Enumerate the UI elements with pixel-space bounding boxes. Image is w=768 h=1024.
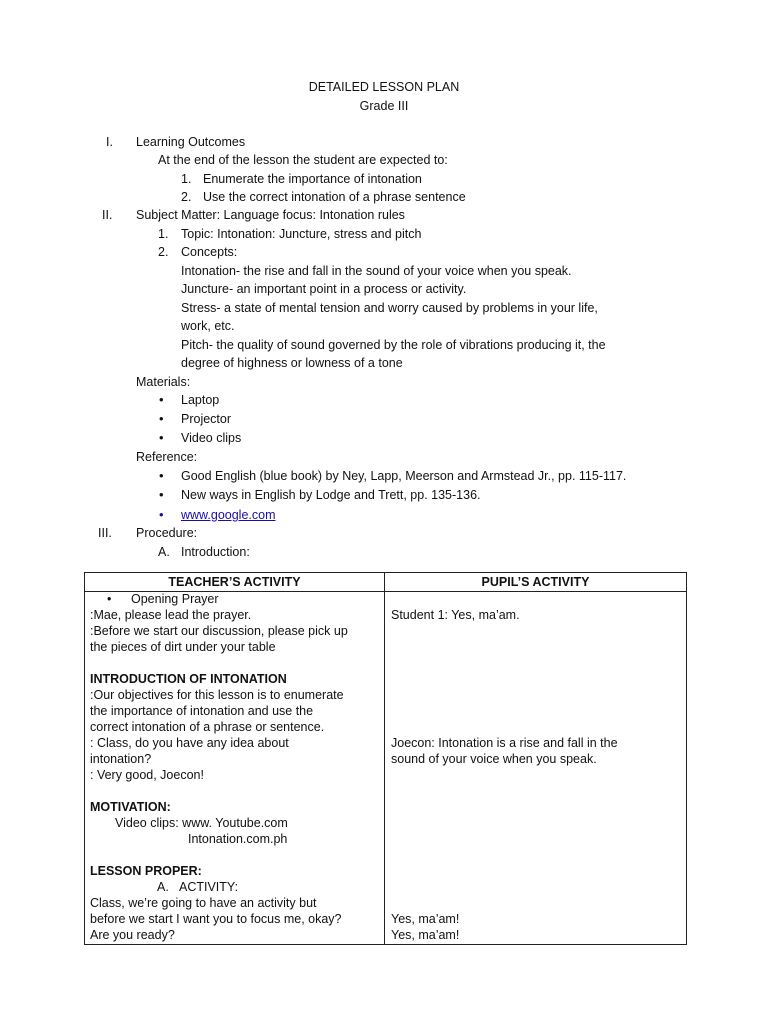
pupil-line: sound of your voice when you speak. xyxy=(391,752,597,766)
bullet-icon: • xyxy=(107,592,112,606)
concept-line: Pitch- the quality of sound governed by the role of vibrations producing it, the xyxy=(181,338,606,352)
teacher-activity-header: TEACHER’S ACTIVITY xyxy=(85,573,385,592)
reference-item: • Good English (blue book) by Ney, Lapp, Meerson and Armstead Jr., pp. 115-117. xyxy=(181,467,626,485)
teacher-line: :Mae, please lead the prayer. xyxy=(90,608,252,622)
reference-link[interactable]: • www.google.com xyxy=(181,506,276,524)
concept-line: work, etc. xyxy=(181,319,235,333)
teacher-heading: LESSON PROPER: xyxy=(90,864,202,878)
teacher-line: Video clips: www. Youtube.com xyxy=(115,816,288,830)
section-1-number: I. xyxy=(106,135,113,149)
outcome-item: Enumerate the importance of intonation xyxy=(203,172,422,186)
subject-item: Concepts: xyxy=(181,245,238,259)
teacher-heading: INTRODUCTION OF INTONATION xyxy=(90,672,287,686)
teacher-heading: MOTIVATION: xyxy=(90,800,171,814)
concept-line: Intonation- the rise and fall in the sound of your voice when you speak. xyxy=(181,264,572,278)
teacher-line: before we start I want you to focus me, okay? xyxy=(90,912,342,926)
section-3-number: III. xyxy=(98,526,112,540)
section-1-intro: At the end of the lesson the student are expected to: xyxy=(158,153,448,167)
pupil-activity-cell xyxy=(385,592,687,945)
teacher-line: : Class, do you have any idea about xyxy=(90,736,289,750)
section-3-title: Procedure: xyxy=(136,526,198,540)
section-2-title: Subject Matter: Language focus: Intonation rules xyxy=(136,208,405,222)
subject-number-2: 2. xyxy=(158,245,169,259)
teacher-line: intonation? xyxy=(90,752,152,766)
pupil-line: Student 1: Yes, ma’am. xyxy=(391,608,520,622)
teacher-line: the pieces of dirt under your table xyxy=(90,640,276,654)
teacher-line: ACTIVITY: xyxy=(179,880,239,894)
material-item: • Video clips xyxy=(181,429,241,447)
concept-line: Stress- a state of mental tension and worry caused by problems in your life, xyxy=(181,301,598,315)
pupil-line: Yes, ma’am! xyxy=(391,912,460,926)
outcome-item: Use the correct intonation of a phrase sentence xyxy=(203,190,466,204)
teacher-line: correct intonation of a phrase or sentence. xyxy=(90,720,325,734)
teacher-activity-cell xyxy=(85,592,385,945)
concept-line: degree of highness or lowness of a tone xyxy=(181,356,403,370)
teacher-line: Opening Prayer xyxy=(131,592,219,606)
table-header-row xyxy=(85,573,687,592)
teacher-line: the importance of intonation and use the xyxy=(90,704,314,718)
reference-label: Reference: xyxy=(136,450,198,464)
teacher-line: :Before we start our discussion, please pick up xyxy=(90,624,348,638)
teacher-line: Intonation.com.ph xyxy=(188,832,288,846)
procedure-item: Introduction: xyxy=(181,545,250,559)
teacher-line: : Very good, Joecon! xyxy=(90,768,204,782)
subject-item: Topic: Intonation: Juncture, stress and pitch xyxy=(181,227,422,241)
procedure-letter-a: A. xyxy=(158,545,170,559)
teacher-line: Class, we’re going to have an activity but xyxy=(90,896,317,910)
outcome-number-2: 2. xyxy=(181,190,192,204)
section-1-title: Learning Outcomes xyxy=(136,135,246,149)
concept-line: Juncture- an important point in a process or activity. xyxy=(181,282,467,296)
outcome-number-1: 1. xyxy=(181,172,192,186)
teacher-line: :Our objectives for this lesson is to enumerate xyxy=(90,688,344,702)
pupil-activity-header: PUPIL’S ACTIVITY xyxy=(385,573,687,592)
section-2-number: II. xyxy=(102,208,113,222)
pupil-line: Joecon: Intonation is a rise and fall in the xyxy=(391,736,618,750)
document-title: DETAILED LESSON PLAN xyxy=(308,80,460,94)
activity-letter-a: A. xyxy=(157,880,169,894)
materials-label: Materials: xyxy=(136,375,191,389)
reference-item: • New ways in English by Lodge and Trett, pp. 135-136. xyxy=(181,486,481,504)
material-item: • Projector xyxy=(181,410,231,428)
grade-level: Grade III xyxy=(359,99,409,113)
subject-number-1: 1. xyxy=(158,227,169,241)
table-row xyxy=(85,592,687,945)
teacher-line: Are you ready? xyxy=(90,928,175,942)
material-item: • Laptop xyxy=(181,391,219,409)
pupil-line: Yes, ma’am! xyxy=(391,928,460,942)
activity-table xyxy=(84,572,687,945)
